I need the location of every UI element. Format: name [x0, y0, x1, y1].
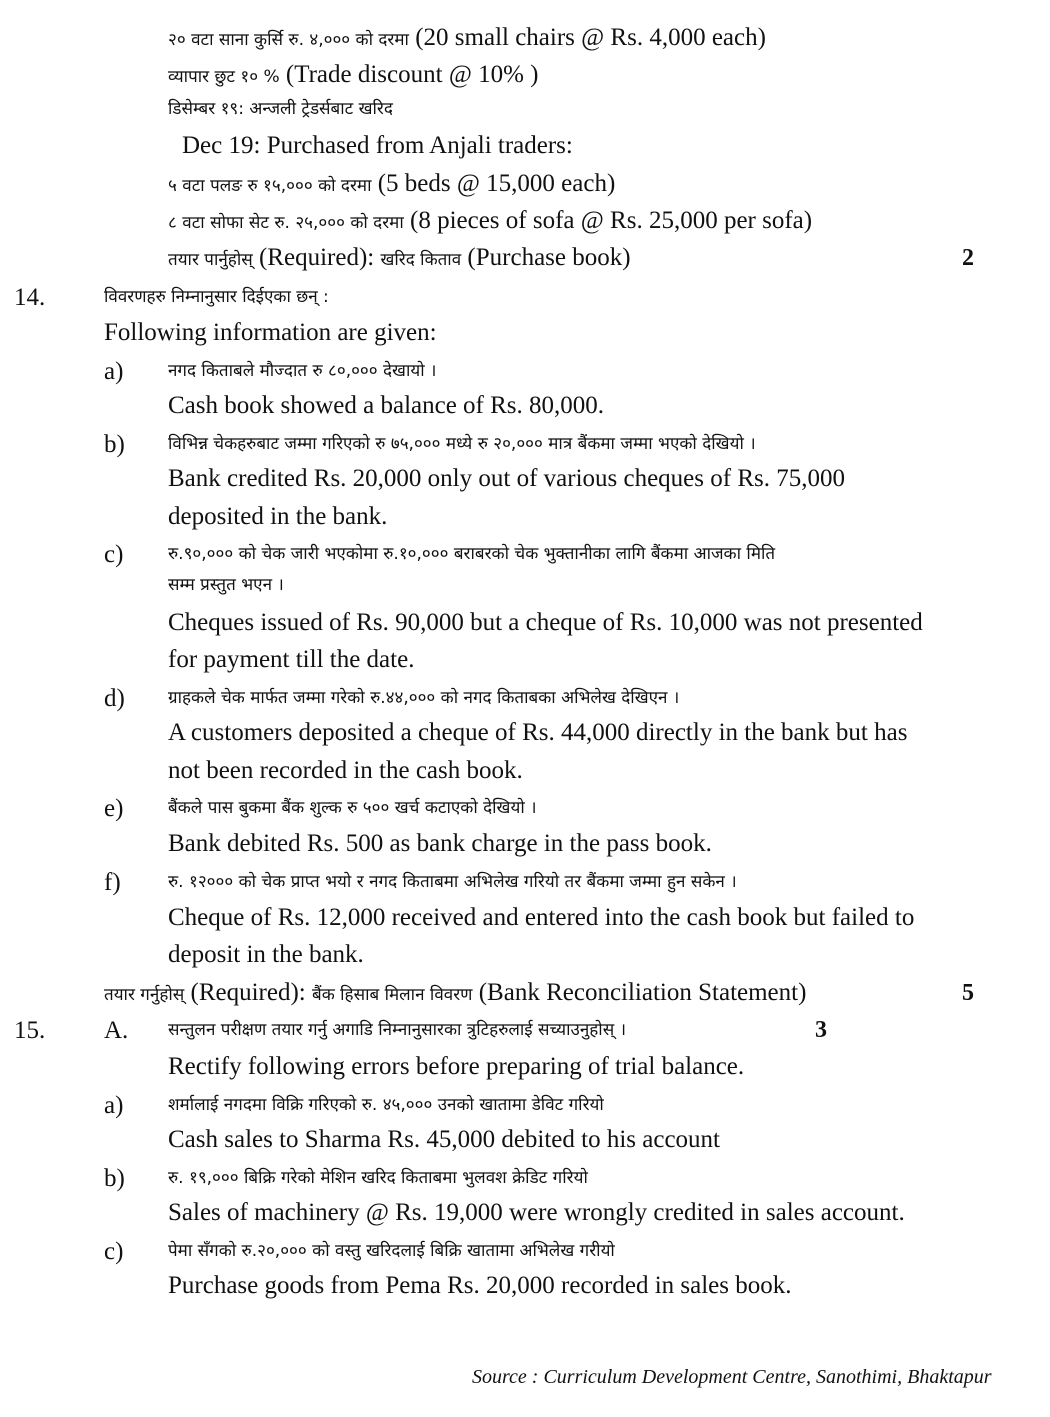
q13-line-sofa [168, 207, 812, 236]
q13-purchase-book-np: खरिद किताव [380, 250, 462, 270]
q13-line-beds [168, 170, 615, 199]
q15-item-c-np: पेमा सँगको रु.२०,००० को वस्तु खरिदलाई बिक्रि खातामा अभिलेख गरीयो [168, 1241, 615, 1261]
q13-beds-np: ५ वटा पलङ रु १५,००० को दरमा [168, 176, 372, 196]
q14-item-a-label: a) [104, 358, 124, 385]
q15-item-a-np: शर्मालाई नगदमा विक्रि गरिएको रु. ४५,००० उनको खातामा डेविट गरियो [168, 1095, 604, 1115]
q14-intro-np: विवरणहरु निम्नानुसार दिईएका छन् : [104, 287, 329, 307]
q13-sofa-en: (8 pieces of sofa @ Rs. 25,000 per sofa) [410, 207, 813, 234]
q14-item-a-np: नगद किताबले मौज्दात रु ८०,००० देखायो । [168, 361, 437, 381]
q13-chairs-en: (20 small chairs @ Rs. 4,000 each) [415, 24, 766, 51]
q14-item-e-label: e) [104, 795, 124, 822]
q14-required-en: (Required): [190, 979, 306, 1006]
q14-item-c-en1: Cheques issued of Rs. 90,000 but a cheque of Rs. 10,000 was not presented [168, 609, 923, 636]
q14-intro-en: Following information are given: [104, 319, 437, 346]
q14-brs-en: (Bank Reconciliation Statement) [478, 979, 807, 1006]
q14-item-f-label: f) [104, 869, 121, 896]
q13-dec19-np: डिसेम्बर १९: अन्जली ट्रेडर्सबाट खरिद [168, 99, 393, 119]
q14-item-d-en2: not been recorded in the cash book. [168, 757, 523, 784]
q15-part: A. [104, 1017, 129, 1044]
q15-item-b-np: रु. १९,००० बिक्रि गरेको मेशिन खरिद किताबमा भुलवश क्रेडिट गरियो [168, 1168, 588, 1188]
q14-item-f-np: रु. १२००० को चेक प्राप्त भयो र नगद किताबमा अभिलेख गरियो तर बैंकमा जम्मा हुन सकेन । [168, 872, 737, 892]
q13-line-discount [168, 61, 539, 90]
q13-required [168, 244, 631, 273]
q15-marks: 3 [815, 1017, 827, 1043]
q14-item-d-en1: A customers deposited a cheque of Rs. 44,000 directly in the bank but has [168, 719, 908, 746]
q15-item-c-en: Purchase goods from Pema Rs. 20,000 recorded in sales book. [168, 1272, 792, 1299]
q15-item-a-en: Cash sales to Sharma Rs. 45,000 debited to his account [168, 1126, 721, 1153]
q14-required [104, 979, 806, 1008]
q15-number: 15. [14, 1017, 46, 1044]
q15-item-b-label: b) [104, 1165, 125, 1192]
q15-intro-np: सन्तुलन परीक्षण तयार गर्नु अगाडि निम्नानुसारका त्रुटिहरुलाई सच्याउनुहोस् । [168, 1020, 627, 1040]
q14-item-c-np1: रु.९०,००० को चेक जारी भएकोमा रु.१०,००० बराबरको चेक भुक्तानीका लागि बैंकमा आजका मिति [168, 544, 776, 564]
q13-required-np: तयार पार्नुहोस् [168, 250, 253, 270]
q13-required-en: (Required): [258, 244, 375, 271]
q14-required-np: तयार गर्नुहोस् [104, 985, 185, 1005]
q14-marks: 5 [962, 980, 974, 1006]
q14-item-d-np: ग्राहकले चेक मार्फत जम्मा गरेको रु.४४,००० को नगद किताबका अभिलेख देखिएन । [168, 688, 680, 708]
q13-marks: 2 [962, 245, 974, 271]
q14-item-f-en1: Cheque of Rs. 12,000 received and entered into the cash book but failed to [168, 904, 915, 931]
q13-chairs-np: २० वटा साना कुर्सि रु. ४,००० को दरमा [168, 30, 409, 50]
q13-discount-en: (Trade discount @ 10% ) [285, 61, 539, 88]
q14-item-b-en1: Bank credited Rs. 20,000 only out of various cheques of Rs. 75,000 [168, 465, 845, 492]
q14-number: 14. [14, 284, 46, 311]
q15-item-b-en: Sales of machinery @ Rs. 19,000 were wrongly credited in sales account. [168, 1199, 905, 1226]
q15-item-c-label: c) [104, 1238, 124, 1265]
q14-item-d-label: d) [104, 685, 125, 712]
q14-item-b-label: b) [104, 431, 125, 458]
q14-item-c-label: c) [104, 541, 124, 568]
q15-intro-en: Rectify following errors before preparing of trial balance. [168, 1053, 745, 1080]
source-footer: Source : Curriculum Development Centre, Sanothimi, Bhaktapur [472, 1366, 992, 1388]
q15-item-a-label: a) [104, 1092, 124, 1119]
q13-line-chairs [168, 24, 766, 53]
q14-item-c-en2: for payment till the date. [168, 646, 415, 673]
q13-purchase-book-en: (Purchase book) [467, 244, 631, 271]
q13-beds-en: (5 beds @ 15,000 each) [377, 170, 616, 197]
q14-item-b-en2: deposited in the bank. [168, 503, 388, 530]
q14-item-e-np: बैंकले पास बुकमा बैंक शुल्क रु ५०० खर्च कटाएको देखियो । [168, 798, 537, 818]
q13-dec19-en: Dec 19: Purchased from Anjali traders: [182, 132, 573, 159]
q14-item-a-en: Cash book showed a balance of Rs. 80,000. [168, 392, 605, 419]
q13-sofa-np: ८ वटा सोफा सेट रु. २५,००० को दरमा [168, 213, 404, 233]
q14-brs-np: बैंक हिसाब मिलान विवरण [311, 985, 473, 1005]
q14-item-c-np2: सम्म प्रस्तुत भएन । [168, 575, 284, 595]
q14-item-f-en2: deposit in the bank. [168, 941, 364, 968]
q13-discount-np: व्यापार छुट १० % [168, 67, 280, 87]
q14-item-b-np: विभिन्न चेकहरुबाट जम्मा गरिएको रु ७५,००० मध्ये रु २०,००० मात्र बैंकमा जम्मा भएको देखियो । [168, 434, 756, 454]
q14-item-e-en: Bank debited Rs. 500 as bank charge in the pass book. [168, 830, 712, 857]
